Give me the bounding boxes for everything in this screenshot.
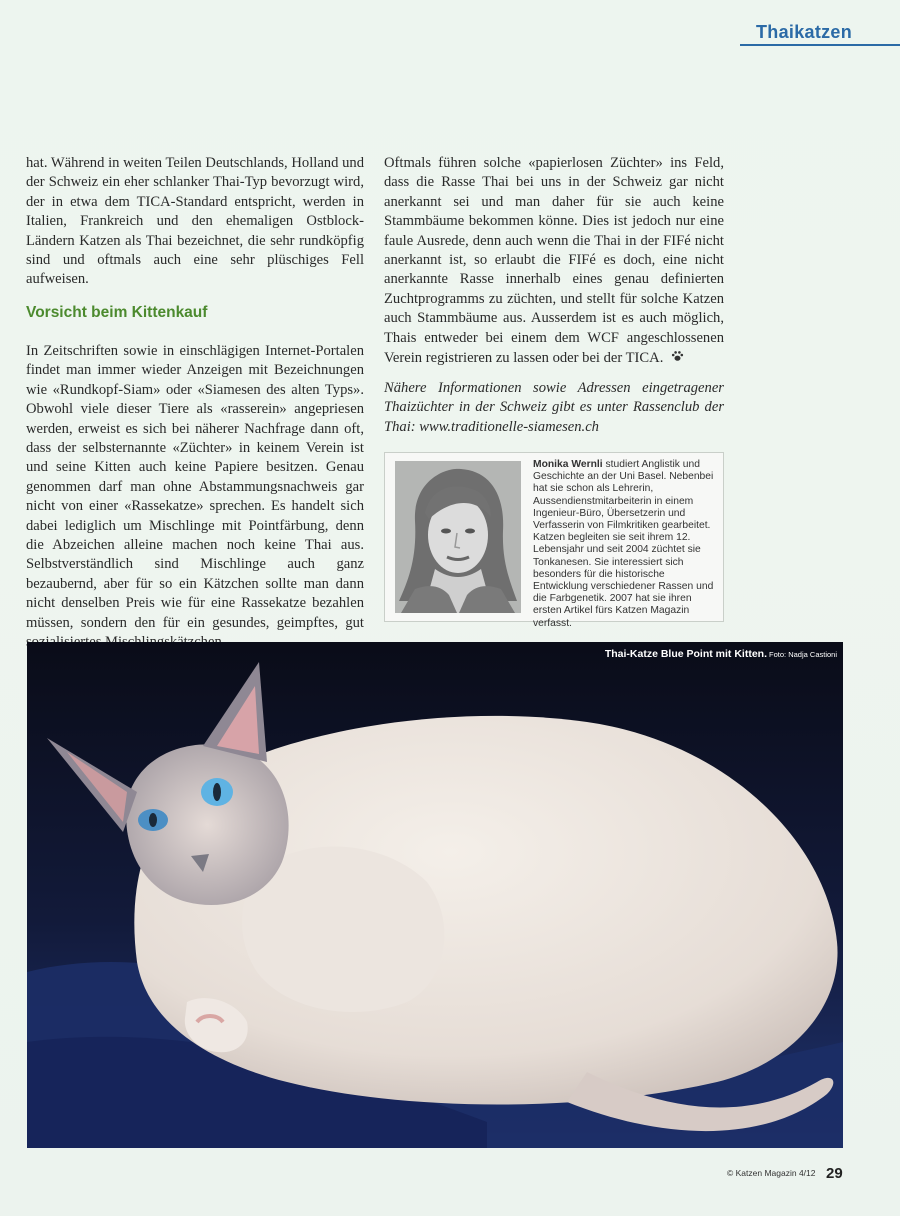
info-note-text: Nähere Informationen sowie Adressen eingetragener Thaizüchter in der Schweiz gibt es unter Rassenclub der Thai: www.traditionelle-siamesen.ch bbox=[384, 380, 724, 435]
paw-print-icon bbox=[667, 350, 683, 365]
section-title: Thaikatzen bbox=[756, 22, 853, 42]
paragraph-text: In Zeitschriften sowie in einschlägigen Internet-Portalen findet man immer wieder Anzeigen mit Bezeichnungen wie «Rundkopf-Siam» oder «Siamesen des alten Typs». Obwohl viele dieser Tiere als «rasserein» angepriesen werden, erweist es sich bei näherer Nachfrage dann oft, dass der selbsternannte «Züchter» in keinem Verein ist und seine Kitten auch keine Papiere besitzen. Genau genommen darf man ohne Abstammungsnachweis gar nicht von einer «Rassekatze» sprechen. Es handelt sich dabei lediglich um Mischlinge mit Pointfärbung, denn die Abzeichen alleine machen noch keine Thai aus. Selbstverständlich sind Mischlinge auch ganz bezaubernd, aber für so ein Kätzchen sollte man dann nicht denselben Preis wie für eine Rassekatze bezahlen müssen, sondern den für ein gesundes, geimpftes, gut bbox=[26, 343, 364, 631]
right-column-paragraph-1 bbox=[384, 154, 724, 368]
author-portrait bbox=[395, 461, 521, 613]
photo-credit: Foto: Nadja Castioni bbox=[769, 650, 837, 659]
paw-print-icon-svg bbox=[671, 350, 684, 362]
paragraph-text: hat. Während in weiten Teilen Deutschlands, Holland und der Schweiz ein eher schlanker Thai-Typ bevorzugt wird, der in etwa dem TICA-Standard entspricht, werden in Italien, Frankreich und den ehemaligen Ostblock-Ländern Katzen als Thai bezeichnet, die sehr rundköpfig sind und oftmals auch eine sehr plüschiges Fell aufweisen. bbox=[26, 155, 364, 288]
footer-magazine: © Katzen Magazin 4/12 bbox=[727, 1168, 816, 1178]
author-bio bbox=[533, 459, 717, 630]
paragraph-body: Oftmals führen solche «papierlosen Züchter» ins Feld, dass die Rasse Thai bei uns in der Schweiz gar nicht anerkannt sei und man daher für sie auch keine Stammbäume bekommen könne. Dies ist jedoch nur eine faule Ausrede, denn auch wenn die Thai in der FIFé nicht anerkannt ist, so erlaubt die FIFé es doch, eine nicht anerkannte Rasse innerhalb eines genau definierten Zuchtprogramms zu züchten, und stellt für solche Katzen auch Stammbäume aus. Ausserdem ist es auch möglich, Thais entweder bei einem dem WCF angeschlossenen Verein registrieren zu lassen oder bei der TICA. bbox=[384, 155, 724, 367]
cat-photo-drawing bbox=[27, 642, 843, 1148]
author-portrait-drawing bbox=[395, 461, 521, 613]
cat-photo bbox=[27, 642, 843, 1148]
subheading: Vorsicht beim Kittenkauf bbox=[26, 304, 208, 321]
paragraph-text bbox=[384, 154, 724, 368]
section-rule bbox=[740, 44, 900, 46]
author-name: Monika Wernli bbox=[533, 459, 603, 470]
author-box bbox=[384, 452, 724, 629]
author-bio-text: studiert Anglistik und Geschichte an der Uni Basel. Nebenbei hat sie schon als Lehrerin, Aussendienstmitarbeiterin in einem Ingenieur-Büro, Übersetzerin und Verfasserin von Filmkritiken gearbeitet. Katzen begleiten sie seit ihrem 12. Lebensjahr und seit 2004 züchtet sie Tonkanesen. Sie interessiert sich besonders für die historische Entwicklung verschiedener Rassen und die Farbgenetik. 2007 hat sie ihren ersten Artikel fürs Katzen Magazin verfasst. bbox=[533, 459, 714, 629]
left-column-paragraph-1 bbox=[26, 154, 364, 290]
left-column-paragraph-2 bbox=[26, 342, 364, 653]
page-number: 29 bbox=[826, 1165, 843, 1182]
photo-caption: Thai-Katze Blue Point mit Kitten. bbox=[604, 648, 767, 660]
info-note bbox=[384, 379, 724, 437]
